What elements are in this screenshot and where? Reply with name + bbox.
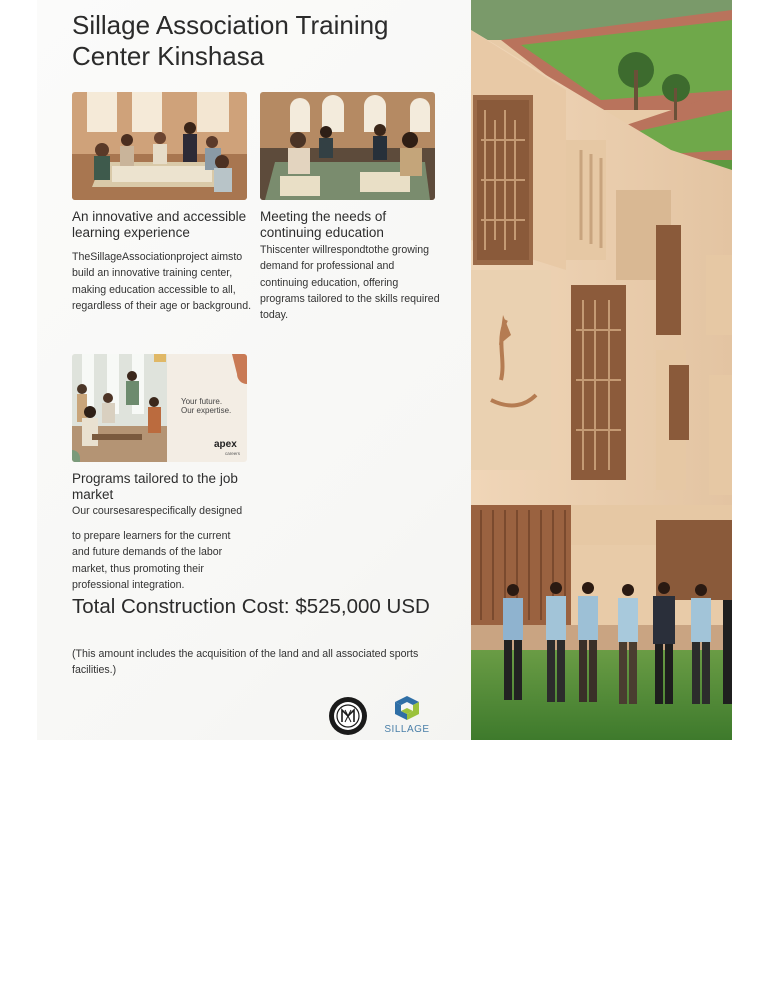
- classroom-photo-1: [72, 92, 247, 200]
- content-column: [37, 0, 471, 740]
- card-body-1: TheSillageAssociationproject aimsto build an innovative training center, making education accessible to all, regardless of their age or background.: [72, 251, 252, 312]
- sillage-logo-text: SILLAGE: [384, 724, 430, 735]
- brochure-page: [37, 0, 732, 740]
- construction-cost-note: (This amount includes the acquisition of the land and all associated sports facilities.): [72, 648, 419, 676]
- page-title: Sillage Association Training Center Kinshasa: [72, 10, 389, 71]
- apex-logo-text: apex: [214, 439, 237, 450]
- card-body-3-line1: Our coursesarespecifically designed: [72, 505, 243, 517]
- card-body-2: Thiscenter willrespondtothe growing demand for professional and continuing education, offering programs tailored to the skills required today.: [260, 244, 440, 322]
- apex-logo-subtext: careers: [225, 451, 241, 456]
- card-heading-3: Programs tailored to the job market: [72, 471, 238, 502]
- poster-tagline-2: Our expertise.: [181, 406, 232, 415]
- association-seal-logo: [328, 696, 368, 736]
- classroom-photo-2: [260, 92, 435, 200]
- sillage-logo: [380, 694, 434, 738]
- construction-cost-heading: Total Construction Cost: $525,000 USD: [72, 595, 430, 618]
- card-heading-1: An innovative and accessible learning experience: [72, 209, 247, 240]
- card-heading-2: Meeting the needs of continuing education: [260, 209, 387, 240]
- poster-tagline-1: Your future.: [181, 397, 223, 406]
- card-body-3: to prepare learners for the current and future demands of the labor market, thus promoting their professional integration.: [72, 530, 231, 591]
- building-hero-photo: [471, 0, 732, 740]
